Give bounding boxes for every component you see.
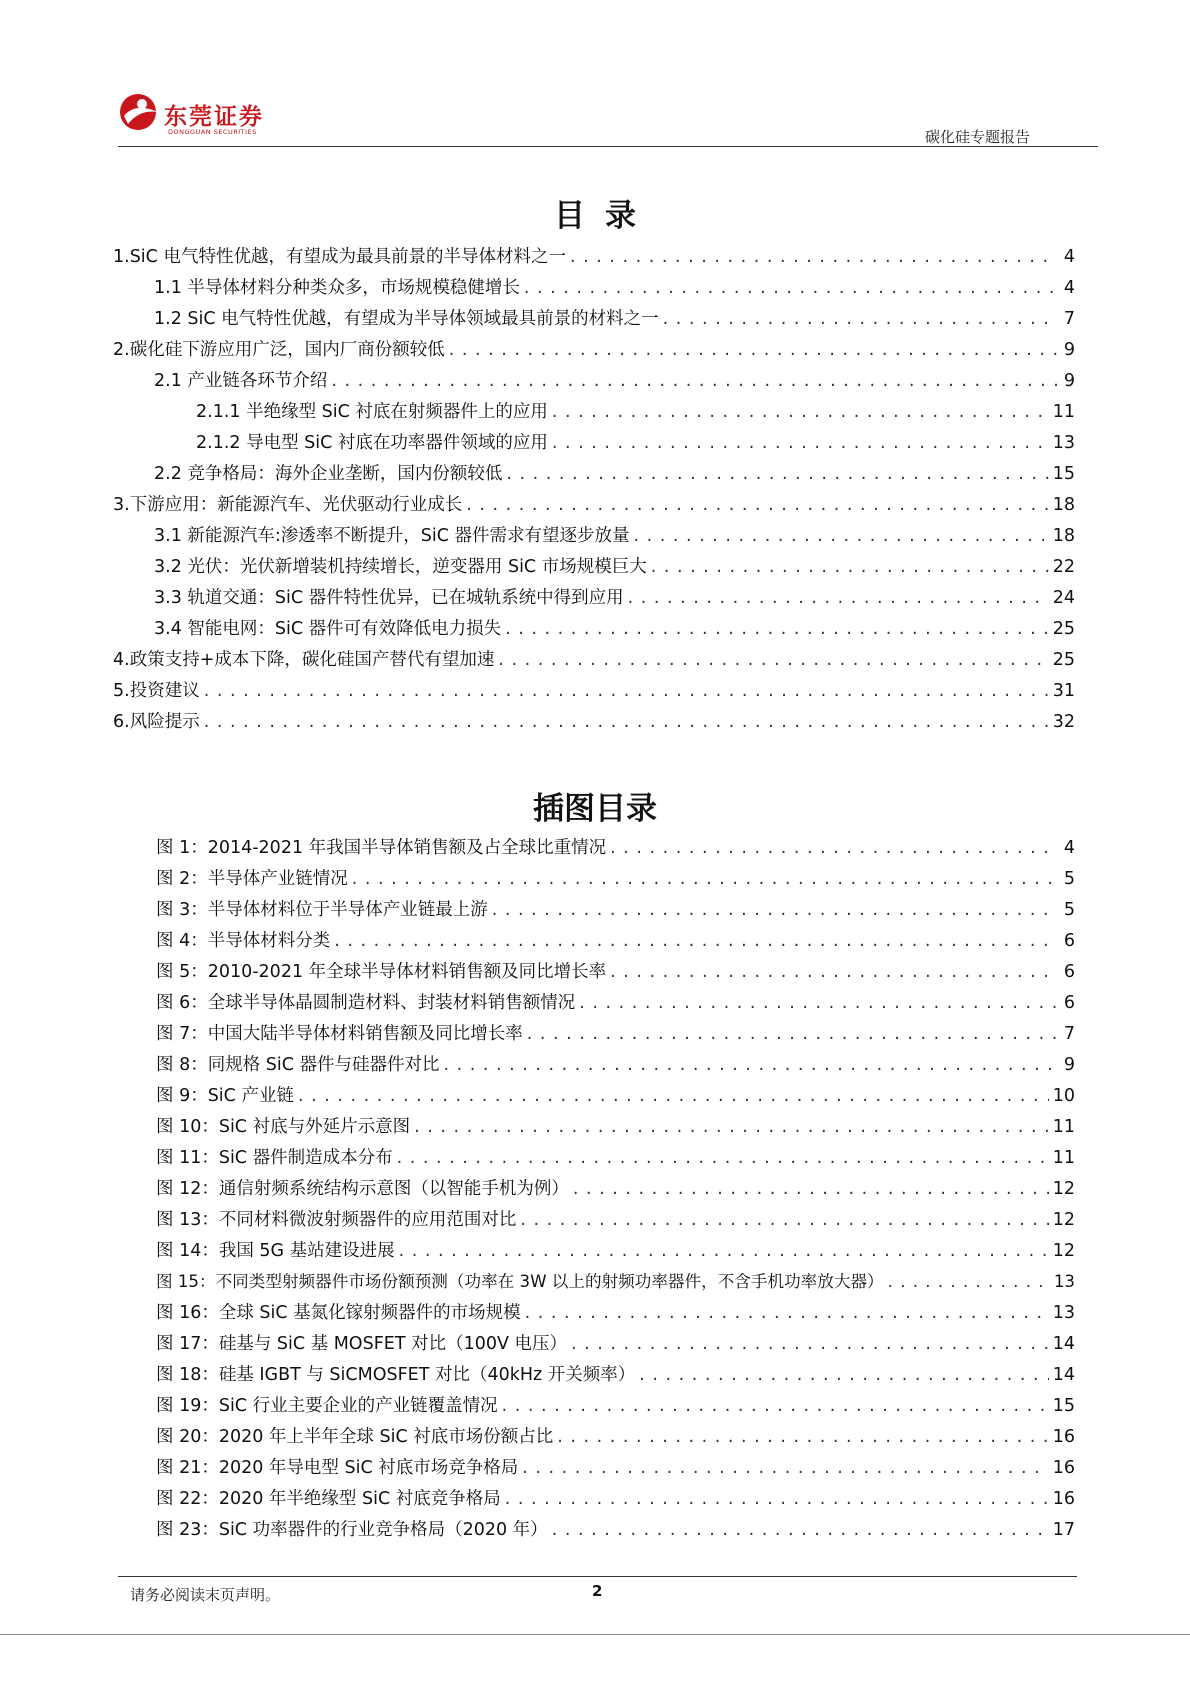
- toc-entry-page: 13: [1052, 433, 1075, 453]
- toc-entry-text: 4.政策支持+成本下降，碳化硅国产替代有望加速: [113, 650, 495, 670]
- toc-entry-page: 9: [1063, 371, 1075, 391]
- toc-entry[interactable]: [113, 338, 1075, 362]
- page-number: 2: [592, 1582, 603, 1600]
- leader-dots: [524, 276, 1057, 300]
- toc-entry[interactable]: [196, 400, 1075, 424]
- logo-english-name: DONGGUAN SECURITIES: [168, 128, 257, 136]
- figure-entry[interactable]: [156, 1425, 1075, 1449]
- figure-entry-text: 图 4：半导体材料分类: [156, 931, 331, 951]
- figure-entry-text: 图 5：2010-2021 年全球半导体材料销售额及同比增长率: [156, 962, 607, 982]
- figure-entry-page: 5: [1063, 869, 1075, 889]
- figure-entry-text: 图 10：SiC 衬底与外延片示意图: [156, 1117, 411, 1137]
- toc-entry[interactable]: [154, 276, 1075, 300]
- toc-entry-page: 7: [1063, 309, 1075, 329]
- toc-entry-page: 4: [1063, 247, 1075, 267]
- figure-entry-text: 图 19：SiC 行业主要企业的产业链覆盖情况: [156, 1396, 498, 1416]
- toc-entry-text: 2.碳化硅下游应用广泛，国内厂商份额较低: [113, 340, 445, 360]
- leader-dots: [610, 960, 1057, 984]
- figure-entry-page: 16: [1052, 1489, 1075, 1509]
- toc-entry[interactable]: [154, 307, 1075, 331]
- figure-entry-text: 图 6：全球半导体晶圆制造材料、封装材料销售额情况: [156, 993, 576, 1013]
- leader-dots: [204, 679, 1049, 703]
- leader-dots: [888, 1270, 1050, 1294]
- leader-dots: [610, 836, 1057, 860]
- toc-entry-page: 31: [1052, 681, 1075, 701]
- figure-entry-text: 图 2：半导体产业链情况: [156, 869, 348, 889]
- figure-entry[interactable]: [156, 1115, 1075, 1139]
- toc-entry-text: 3.下游应用：新能源汽车、光伏驱动行业成长: [113, 495, 463, 515]
- toc-entry-text: 3.1 新能源汽车:渗透率不断提升，SiC 器件需求有望逐步放量: [154, 526, 630, 546]
- figure-entry-page: 13: [1052, 1303, 1075, 1323]
- leader-dots: [334, 929, 1057, 953]
- figure-entry-page: 16: [1052, 1458, 1075, 1478]
- toc-entry-text: 1.2 SiC 电气特性优越，有望成为半导体领域最具前景的材料之一: [154, 309, 659, 329]
- leader-dots: [552, 1518, 1049, 1542]
- leader-dots: [639, 1363, 1048, 1387]
- figure-entry-text: 图 12：通信射频系统结构示意图（以智能手机为例）: [156, 1179, 569, 1199]
- logo-chinese-name: 东莞证券: [164, 104, 264, 130]
- toc-entry-text: 5.投资建议: [113, 681, 200, 701]
- figure-entry[interactable]: [156, 1053, 1075, 1077]
- leader-dots: [651, 555, 1049, 579]
- figure-entry-page: 5: [1063, 900, 1075, 920]
- toc-heading: 目录: [554, 198, 656, 234]
- toc-entry-text: 2.1.2 导电型 SiC 衬底在功率器件领域的应用: [196, 433, 548, 453]
- figure-entry[interactable]: [156, 1084, 1075, 1108]
- leader-dots: [571, 1332, 1049, 1356]
- figure-entry[interactable]: [156, 1177, 1075, 1201]
- leader-dots: [557, 1425, 1048, 1449]
- figure-entry-text: 图 13：不同材料微波射频器件的应用范围对比: [156, 1210, 517, 1230]
- figure-entry[interactable]: [156, 991, 1075, 1015]
- figure-entry-text: 图 17：硅基与 SiC 基 MOSFET 对比（100V 电压）: [156, 1334, 568, 1354]
- figure-entry-text: 图 15：不同类型射频器件市场份额预测（功率在 3W 以上的射频功率器件，不含手机功率放大器）: [156, 1272, 884, 1291]
- figure-entry[interactable]: [156, 1518, 1075, 1542]
- toc-entry-text: 1.SiC 电气特性优越，有望成为最具前景的半导体材料之一: [113, 247, 566, 267]
- leader-dots: [466, 493, 1049, 517]
- toc-entry[interactable]: [113, 493, 1075, 517]
- toc-entry-text: 2.1.1 半绝缘型 SiC 衬底在射频器件上的应用: [196, 402, 548, 422]
- figure-entry[interactable]: [156, 1394, 1075, 1418]
- toc-entry-page: 25: [1052, 650, 1075, 670]
- figure-entry-text: 图 14：我国 5G 基站建设进展: [156, 1241, 395, 1261]
- figure-entry-page: 13: [1053, 1272, 1075, 1291]
- toc-entry-text: 3.2 光伏：光伏新增装机持续增长，逆变器用 SiC 市场规模巨大: [154, 557, 647, 577]
- figure-entry-page: 14: [1052, 1334, 1075, 1354]
- leader-dots: [525, 1301, 1049, 1325]
- toc-entry[interactable]: [113, 245, 1075, 269]
- figure-entry-text: 图 7：中国大陆半导体材料销售额及同比增长率: [156, 1024, 523, 1044]
- leader-dots: [492, 898, 1057, 922]
- page-bottom-edge: [0, 1634, 1190, 1635]
- figure-entry-text: 图 8：同规格 SiC 器件与硅器件对比: [156, 1055, 440, 1075]
- figure-entry[interactable]: [156, 1022, 1075, 1046]
- figure-list-heading: 插图目录: [533, 791, 657, 827]
- toc-entry-text: 2.2 竞争格局：海外企业垄断，国内份额较低: [154, 464, 503, 484]
- figure-entry[interactable]: [156, 1301, 1075, 1325]
- leader-dots: [663, 307, 1057, 331]
- figure-entry[interactable]: [156, 836, 1075, 860]
- leader-dots: [552, 400, 1049, 424]
- leader-dots: [506, 462, 1048, 486]
- figure-entry-page: 12: [1052, 1179, 1075, 1199]
- toc-entry-text: 3.4 智能电网：SiC 器件可有效降低电力损失: [154, 619, 502, 639]
- toc-entry[interactable]: [154, 462, 1075, 486]
- leader-dots: [414, 1115, 1049, 1139]
- leader-dots: [570, 245, 1057, 269]
- disclaimer-note: 请务必阅读末页声明。: [130, 1586, 281, 1604]
- figure-entry-text: 图 3：半导体材料位于半导体产业链最上游: [156, 900, 488, 920]
- toc-entry-text: 6.风险提示: [113, 712, 200, 732]
- leader-dots: [573, 1177, 1049, 1201]
- toc-entry-page: 15: [1052, 464, 1075, 484]
- figure-entry-page: 11: [1052, 1117, 1075, 1137]
- figure-entry-page: 10: [1052, 1086, 1075, 1106]
- figure-entry-text: 图 21：2020 年导电型 SiC 衬底市场竞争格局: [156, 1458, 519, 1478]
- header-divider: [118, 146, 1098, 147]
- figure-entry-page: 4: [1063, 838, 1075, 858]
- figure-entry[interactable]: [156, 1332, 1075, 1356]
- toc-entry-text: 1.1 半导体材料分种类众多，市场规模稳健增长: [154, 278, 520, 298]
- figure-entry-page: 12: [1052, 1210, 1075, 1230]
- figure-entry[interactable]: [156, 1363, 1075, 1387]
- toc-entry[interactable]: [154, 524, 1075, 548]
- leader-dots: [505, 1487, 1049, 1511]
- figure-entry[interactable]: [156, 1146, 1075, 1170]
- figure-entry[interactable]: [156, 1208, 1075, 1232]
- leader-dots: [520, 1208, 1048, 1232]
- figure-entry-text: 图 11：SiC 器件制造成本分布: [156, 1148, 393, 1168]
- figure-entry[interactable]: [156, 929, 1075, 953]
- leader-dots: [399, 1239, 1049, 1263]
- toc-entry-text: 2.1 产业链各环节介绍: [154, 371, 328, 391]
- figure-entry-page: 6: [1063, 962, 1075, 982]
- figure-entry-text: 图 22：2020 年半绝缘型 SiC 衬底竞争格局: [156, 1489, 501, 1509]
- leader-dots: [397, 1146, 1049, 1170]
- toc-entry-page: 4: [1063, 278, 1075, 298]
- toc-entry-page: 18: [1052, 495, 1075, 515]
- figure-entry-page: 7: [1063, 1024, 1075, 1044]
- leader-dots: [522, 1456, 1048, 1480]
- figure-entry-text: 图 18：硅基 IGBT 与 SiCMOSFET 对比（40kHz 开关频率）: [156, 1365, 636, 1385]
- figure-entry[interactable]: [156, 898, 1075, 922]
- dongguan-securities-logo: [118, 92, 278, 136]
- leader-dots: [449, 338, 1057, 362]
- leader-dots: [527, 1022, 1057, 1046]
- leader-dots: [579, 991, 1057, 1015]
- figure-entry-text: 图 20：2020 年上半年全球 SiC 衬底市场份额占比: [156, 1427, 554, 1447]
- figure-entry-page: 17: [1052, 1520, 1075, 1540]
- figure-entry-text: 图 1：2014-2021 年我国半导体销售额及占全球比重情况: [156, 838, 607, 858]
- leader-dots: [298, 1084, 1049, 1108]
- leader-dots: [552, 431, 1049, 455]
- figure-entry-page: 12: [1052, 1241, 1075, 1261]
- leader-dots: [331, 369, 1057, 393]
- figure-entry[interactable]: [156, 1456, 1075, 1480]
- toc-entry-page: 22: [1052, 557, 1075, 577]
- toc-entry-page: 25: [1052, 619, 1075, 639]
- leader-dots: [444, 1053, 1057, 1077]
- figure-entry[interactable]: [156, 1487, 1075, 1511]
- leader-dots: [498, 648, 1048, 672]
- logo-mark-icon: [118, 92, 162, 132]
- toc-entry[interactable]: [154, 617, 1075, 641]
- figure-entry-page: 15: [1052, 1396, 1075, 1416]
- figure-entry-text: 图 16：全球 SiC 基氮化镓射频器件的市场规模: [156, 1303, 521, 1323]
- footer-divider: [118, 1576, 1077, 1577]
- figure-entry[interactable]: [156, 960, 1075, 984]
- toc-entry-page: 32: [1052, 712, 1075, 732]
- toc-entry[interactable]: [154, 555, 1075, 579]
- figure-entry-page: 9: [1063, 1055, 1075, 1075]
- leader-dots: [634, 524, 1049, 548]
- leader-dots: [204, 710, 1049, 734]
- figure-entry[interactable]: [156, 1239, 1075, 1263]
- toc-entry-text: 3.3 轨道交通：SiC 器件特性优异，已在城轨系统中得到应用: [154, 588, 624, 608]
- figure-entry-page: 16: [1052, 1427, 1075, 1447]
- figure-entry[interactable]: [156, 867, 1075, 891]
- leader-dots: [628, 586, 1049, 610]
- toc-entry[interactable]: [154, 586, 1075, 610]
- toc-entry-page: 24: [1052, 588, 1075, 608]
- toc-entry[interactable]: [154, 369, 1075, 393]
- figure-entry[interactable]: [156, 1270, 1075, 1294]
- toc-entry-page: 9: [1063, 340, 1075, 360]
- report-title: 碳化硅专题报告: [924, 128, 1030, 146]
- figure-entry-page: 6: [1063, 931, 1075, 951]
- figure-entry-page: 6: [1063, 993, 1075, 1013]
- toc-entry[interactable]: [113, 710, 1075, 734]
- figure-entry-page: 14: [1052, 1365, 1075, 1385]
- figure-entry-text: 图 9：SiC 产业链: [156, 1086, 294, 1106]
- toc-entry[interactable]: [113, 679, 1075, 703]
- leader-dots: [502, 1394, 1049, 1418]
- toc-entry[interactable]: [113, 648, 1075, 672]
- figure-entry-text: 图 23：SiC 功率器件的行业竞争格局（2020 年）: [156, 1520, 548, 1540]
- toc-entry[interactable]: [196, 431, 1075, 455]
- toc-entry-page: 18: [1052, 526, 1075, 546]
- leader-dots: [352, 867, 1057, 891]
- leader-dots: [505, 617, 1049, 641]
- figure-entry-page: 11: [1052, 1148, 1075, 1168]
- toc-entry-page: 11: [1052, 402, 1075, 422]
